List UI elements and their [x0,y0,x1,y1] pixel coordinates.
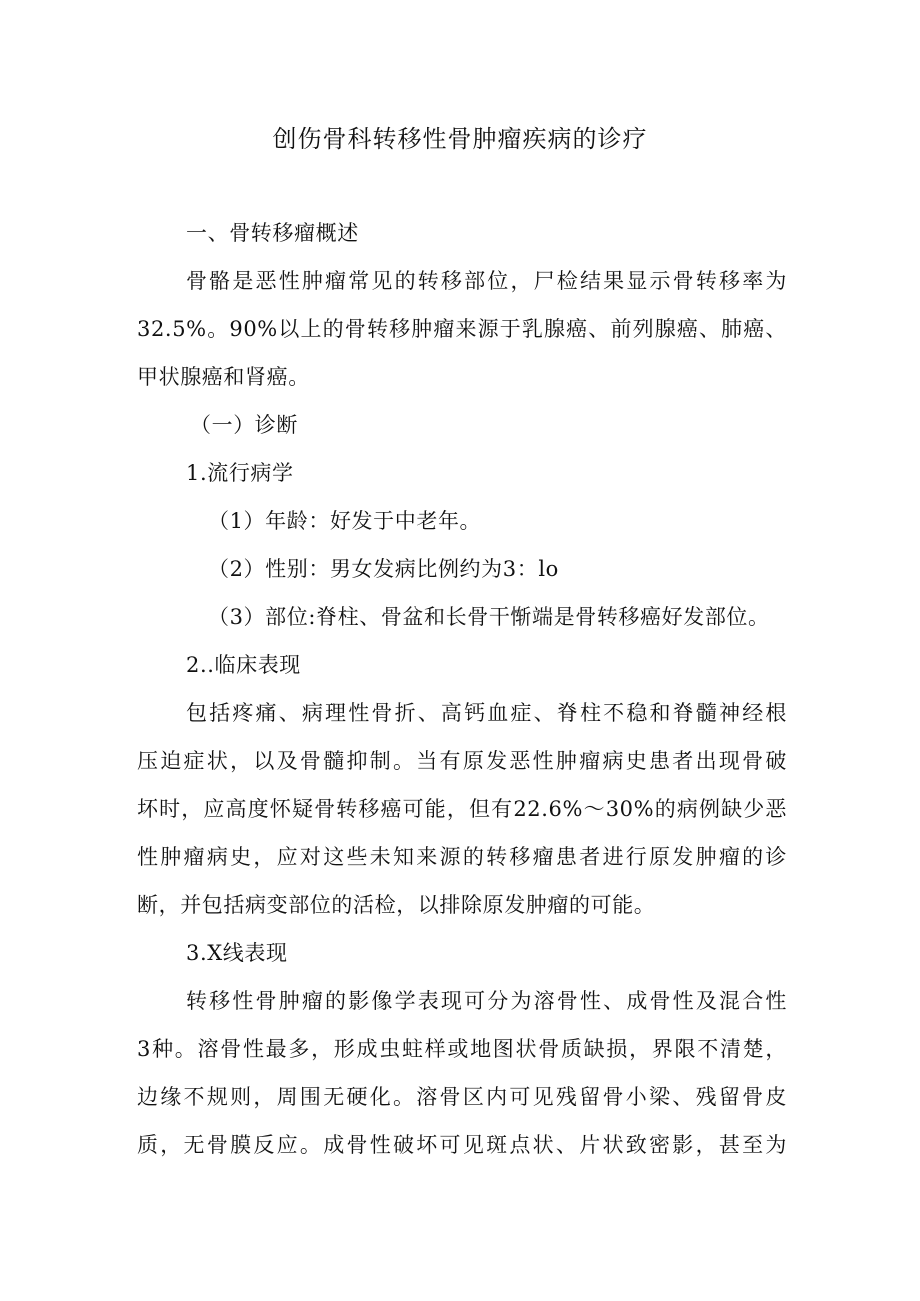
heading-epidemiology: 1.流行病学 [186,461,294,485]
subheading-diagnosis: （一）诊断 [190,413,298,437]
clinical-paragraph-line-3: 坏时，应高度怀疑骨转移癌可能，但有22.6%～30%的病例缺少恶 [137,797,787,821]
clinical-paragraph-line-2: 压迫症状，以及骨髓抑制。当有原发恶性肿瘤病史患者出现骨破 [137,749,787,773]
intro-paragraph-line-3: 甲状腺癌和肾癌。 [137,365,310,389]
intro-paragraph-line-2: 32.5%。90%以上的骨转移肿瘤来源于乳腺癌、前列腺癌、肺癌、 [137,317,787,341]
heading-xray-findings: 3.X线表现 [186,941,288,965]
intro-paragraph-line-1: 骨骼是恶性肿瘤常见的转移部位，尸检结果显示骨转移率为 [186,269,787,293]
epidemiology-item-age: （1）年龄：好发于中老年。 [208,509,482,533]
xray-paragraph-line-1: 转移性骨肿瘤的影像学表现可分为溶骨性、成骨性及混合性 [186,989,787,1013]
document-title: 创伤骨科转移性骨肿瘤疾病的诊疗 [272,125,648,153]
section-heading-overview: 一、骨转移瘤概述 [186,221,359,245]
epidemiology-item-site: （3）部位:脊柱、骨盆和长骨干惭端是骨转移癌好发部位。 [208,605,770,629]
xray-paragraph-line-2: 3种。溶骨性最多，形成虫蛀样或地图状骨质缺损，界限不清楚， [137,1037,787,1061]
heading-clinical-manifestations: 2..临床表现 [186,653,301,677]
xray-paragraph-line-3: 边缘不规则，周围无硬化。溶骨区内可见残留骨小梁、残留骨皮 [137,1085,787,1109]
xray-paragraph-line-4: 质，无骨膜反应。成骨性破坏可见斑点状、片状致密影，甚至为 [137,1133,787,1157]
epidemiology-item-sex: （2）性别：男女发病比例约为3：lo [208,557,559,581]
clinical-paragraph-line-5: 断，并包括病变部位的活检，以排除原发肿瘤的可能。 [137,893,656,917]
clinical-paragraph-line-4: 性肿瘤病史，应对这些未知来源的转移瘤患者进行原发肿瘤的诊 [137,845,787,869]
clinical-paragraph-line-1: 包括疼痛、病理性骨折、高钙血症、脊柱不稳和脊髓神经根 [186,701,787,725]
